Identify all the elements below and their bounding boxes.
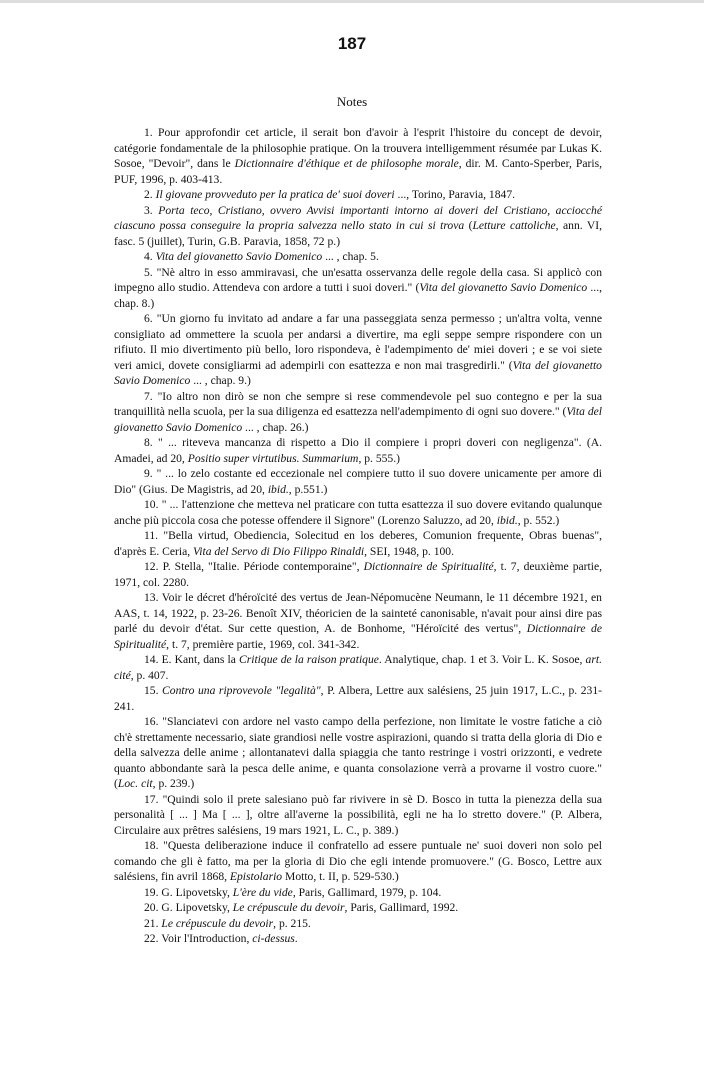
- footnote-text: , p. 239.): [152, 777, 195, 790]
- page-number: 187: [337, 34, 367, 53]
- footnote-italic-text: ci-dessus: [252, 932, 295, 945]
- footnote: [114, 714, 602, 792]
- footnote-text: G. Lipovetsky,: [161, 901, 233, 914]
- footnote-number: 12.: [144, 560, 159, 573]
- footnote-number: 6.: [144, 312, 153, 325]
- footnote-text: Motto, t. II, p. 529-530.): [282, 870, 399, 883]
- footnote-italic-text: Le crépuscule du devoir: [232, 901, 345, 914]
- footnote: [114, 931, 602, 947]
- footnote-text: , Paris, Gallimard, 1979, p. 104.: [292, 885, 442, 899]
- footnote-italic-text: Contro una riprovevole "legalità": [162, 684, 321, 697]
- footnote-text: " ... lo zelo costante ed eccezionale nel compiere tutto il suo dovere unicamente per amore di Dio" (Gius. De Magistris, ad 20,: [114, 467, 603, 496]
- footnote-text: ... , chap. 26.): [242, 420, 309, 434]
- footnote-number: 15.: [144, 684, 159, 697]
- footnote-text: "Bella virtud, Obediencia, Solecitud en los deberes, Comunion frequente, Obras buenas", d'après E. Ceria,: [114, 529, 602, 558]
- footnote-text: , p. 555.): [358, 451, 400, 465]
- footnote-text: ... , chap. 5.: [322, 250, 379, 263]
- footnote: [114, 885, 602, 901]
- footnote-italic-text: Loc. cit: [117, 777, 153, 790]
- footnote-number: 3.: [144, 203, 153, 217]
- footnote-number: 9.: [144, 467, 153, 480]
- scan-top-edge: [0, 0, 704, 3]
- footnote-italic-text: Vita del giovanetto Savio Domenico: [114, 405, 602, 434]
- footnote: [114, 559, 602, 590]
- footnote-text: , dir. M. Canto-Sperber, Paris, PUF, 1996, p. 403-413.: [114, 157, 603, 186]
- footnote-number: 17.: [144, 792, 159, 806]
- section-title: Notes: [336, 94, 368, 109]
- footnote-italic-text: Il giovane provveduto per la pratica de' suoi doveri: [155, 188, 395, 201]
- footnote-italic-text: Vita del giovanetto Savio Domenico: [419, 281, 588, 294]
- footnote-italic-text: L'ère du vide: [232, 885, 293, 899]
- footnote: [114, 187, 602, 203]
- footnote-number: 16.: [144, 715, 159, 728]
- footnote: [114, 916, 602, 932]
- footnote-italic-text: Vita del giovanetto Savio Domenico: [155, 250, 323, 263]
- footnote-text: , SEI, 1948, p. 100.: [364, 544, 454, 558]
- footnote: [114, 900, 602, 916]
- footnote: [114, 435, 602, 466]
- footnote: [114, 125, 602, 187]
- footnote-italic-text: Positio super virtutibus. Summarium: [187, 451, 359, 465]
- footnote-text: , p. 552.): [517, 513, 560, 527]
- footnote-text: , t. 7, première partie, 1969, col. 341-342.: [166, 637, 360, 651]
- footnote-number: 13.: [144, 591, 159, 604]
- footnote-italic-text: Vita del Servo di Dio Filippo Rinaldi: [193, 544, 365, 558]
- footnote-number: 5.: [144, 265, 153, 279]
- footnote-italic-text: Letture cattoliche: [472, 219, 556, 232]
- footnote-text: , p. 407.: [130, 668, 169, 682]
- notes-list: [114, 125, 602, 947]
- footnote-text: "Quindi solo il prete salesiano può far rivivere in sè D. Bosco in tutta la pienezza della sua personalità [ ... ] Ma [ ... ], oltre all'averne la possibilità, egli ne ha lo stretto dovere." (P. Albera, Circulaire aux prêtres salésiens, 19 mars 1921, L. C., p. 389.): [114, 792, 602, 837]
- footnote-italic-text: Dictionnaire de Spiritualité: [114, 622, 602, 651]
- footnote-text: " ... l'attenzione che metteva nel praticare con tutta esattezza il suo dovere evitando qualunque anche più piccola cosa che potesse offendere il Signore" (Lorenzo Saluzzo, ad 20,: [114, 498, 602, 527]
- footnote-number: 21.: [144, 916, 159, 930]
- footnote-text: , t. 7, deuxième partie, 1971, col. 2280.: [114, 560, 602, 589]
- footnote-text: ..., Torino, Paravia, 1847.: [394, 188, 516, 201]
- footnote-italic-text: Porta teco, Cristiano, ovvero Avvisi importanti intorno ai doveri del Cristiano, acciocché ciascuno possa conseguire la propria salvezza nello stato in cui si trova: [114, 203, 603, 232]
- footnote-text: .: [294, 932, 298, 945]
- footnote: [114, 389, 602, 436]
- footnote-number: 11.: [144, 529, 159, 542]
- footnote-number: 22.: [144, 932, 159, 945]
- footnote-italic-text: Vita del giovanetto Savio Domenico: [114, 358, 602, 387]
- footnote-number: 7.: [144, 389, 153, 403]
- footnote-text: "Slanciatevi con ardore nel vasto campo della perfezione, non limitate le vostre fatiche a ciò ch'è strettamente necessario, siate grandiosi nelle vostre aspirazioni, quando si tratta della gloria di Dio e della salvezza delle anime ; allontanatevi dalla spiaggia che tanto restringe i vostri orizzonti, e vedrete quanto abbondante sarà la pesca delle anime, e quanta consolazione verrà a provarne il vostro cuore." (: [114, 715, 602, 790]
- footnote: [114, 528, 602, 559]
- footnote: [114, 590, 602, 652]
- footnote-text: ... , chap. 9.): [190, 374, 251, 387]
- footnote-text: "Un giorno fu invitato ad andare a far una passeggiata senza permesso ; un'altra volta, venne consigliato ad ommettere la scuola per andarsi a divertire, ma egli seppe sempre rispondere con un rifiuto. Il mio divertimento più bello, loro rispondeva, è l'adempimento de' miei doveri ; e se voi siete veri amici, dovete consigliarmi ad adempirli con esattezza e non mai trasgredirli." (: [114, 312, 602, 372]
- footnote-number: 10.: [144, 498, 159, 511]
- footnote: [114, 265, 602, 312]
- footnote: [114, 249, 602, 265]
- footnote-number: 18.: [144, 839, 159, 852]
- footnote: [114, 311, 602, 389]
- footnote-number: 2.: [144, 188, 153, 201]
- footnote-number: 14.: [144, 653, 159, 666]
- footnote-text: Voir le décret d'héroïcité des vertus de Jean-Népomucène Neumann, le 11 décembre 1921, en AAS, t. 14, 1922, p. 23-26. Benoît XIV, théoricien de la sainteté canonisable, n'avait pour ainsi dire pas parlé du devoir d'état. Sur cette question, A. de Bonhome, "Héroïcité des vertus",: [114, 591, 602, 635]
- footnote-number: 19.: [144, 885, 159, 899]
- footnote: [114, 683, 602, 714]
- footnote-text: " ... riteveva mancanza di rispetto a Dio il compiere i propri doveri con negligenza". (A. Amadei, ad 20,: [114, 436, 602, 465]
- footnote-text: "Io altro non dirò se non che sempre si rese commendevole pel suo contegno e per la sua tranquillità nella scuola, per la sua diligenza ed esattezza nell'adempimento di ogni suo dovere." (: [114, 389, 602, 418]
- footnote: [114, 203, 602, 250]
- footnote: [114, 652, 602, 683]
- footnote-italic-text: Dictionnaire d'éthique et de philosophe morale: [234, 157, 459, 170]
- footnote-text: G. Lipovetsky,: [161, 885, 233, 899]
- footnote-text: , p. 215.: [273, 916, 311, 930]
- footnote-italic-text: Dictionnaire de Spiritualité: [363, 560, 494, 573]
- footnote-italic-text: Le crépuscule du devoir: [161, 916, 274, 930]
- footnote-text: Pour approfondir cet article, il serait bon d'avoir à l'esprit l'histoire du concept de devoir, catégorie fondamentale de la philosophie pratique. On la trouvera intelligemment résumée par Lukas K. Sosoe, "Devoir", dans le: [114, 126, 603, 170]
- footnote: [114, 838, 602, 885]
- footnote-number: 4.: [144, 250, 153, 263]
- footnote: [114, 792, 602, 839]
- footnote-text: , P. Albera, Lettre aux salésiens, 25 juin 1917, L.C., p. 231-241.: [114, 684, 602, 713]
- footnote-number: 8.: [144, 436, 153, 449]
- footnote-text: . Analytique, chap. 1 et 3. Voir L. K. Sosoe,: [378, 653, 586, 666]
- footnote-number: 1.: [144, 126, 153, 139]
- footnote: [114, 466, 602, 497]
- footnote-text: (: [464, 219, 473, 232]
- footnote-text: , Paris, Gallimard, 1992.: [344, 901, 459, 914]
- footnote-text: P. Stella, "Italie. Période contemporaine",: [162, 560, 364, 573]
- footnote-text: E. Kant, dans la: [161, 653, 239, 666]
- footnote-text: "Nè altro in esso ammiravasi, che un'esatta osservanza delle regole della casa. Si applicò con impegno allo studio. Attendeva con ardore a tutti i suoi doveri." (: [114, 265, 602, 294]
- footnote-text: ..., chap. 8.): [114, 281, 602, 310]
- footnote-italic-text: Epistolario: [229, 870, 283, 883]
- footnote-number: 20.: [144, 901, 159, 914]
- footnote-italic-text: ibid.: [496, 513, 518, 527]
- footnote: [114, 497, 602, 528]
- footnote-text: "Questa deliberazione induce il confratello ad essere puntuale ne' suoi doveri non solo pel comando che gli è fatto, ma per la gloria di Dio che egli intende promuovere." (G. Bosco, Lettre aux salésiens, fin avril 1868,: [114, 839, 602, 883]
- footnote-text: Voir l'Introduction,: [161, 932, 253, 945]
- footnote-italic-text: art. cité: [114, 653, 602, 682]
- footnote-italic-text: Critique de la raison pratique: [239, 653, 379, 666]
- footnote-text: , ann. VI, fasc. 5 (juillet), Turin, G.B. Paravia, 1858, 72 p.): [114, 219, 602, 248]
- footnote-italic-text: ibid.: [267, 482, 289, 496]
- footnote-text: , p.551.): [288, 482, 328, 496]
